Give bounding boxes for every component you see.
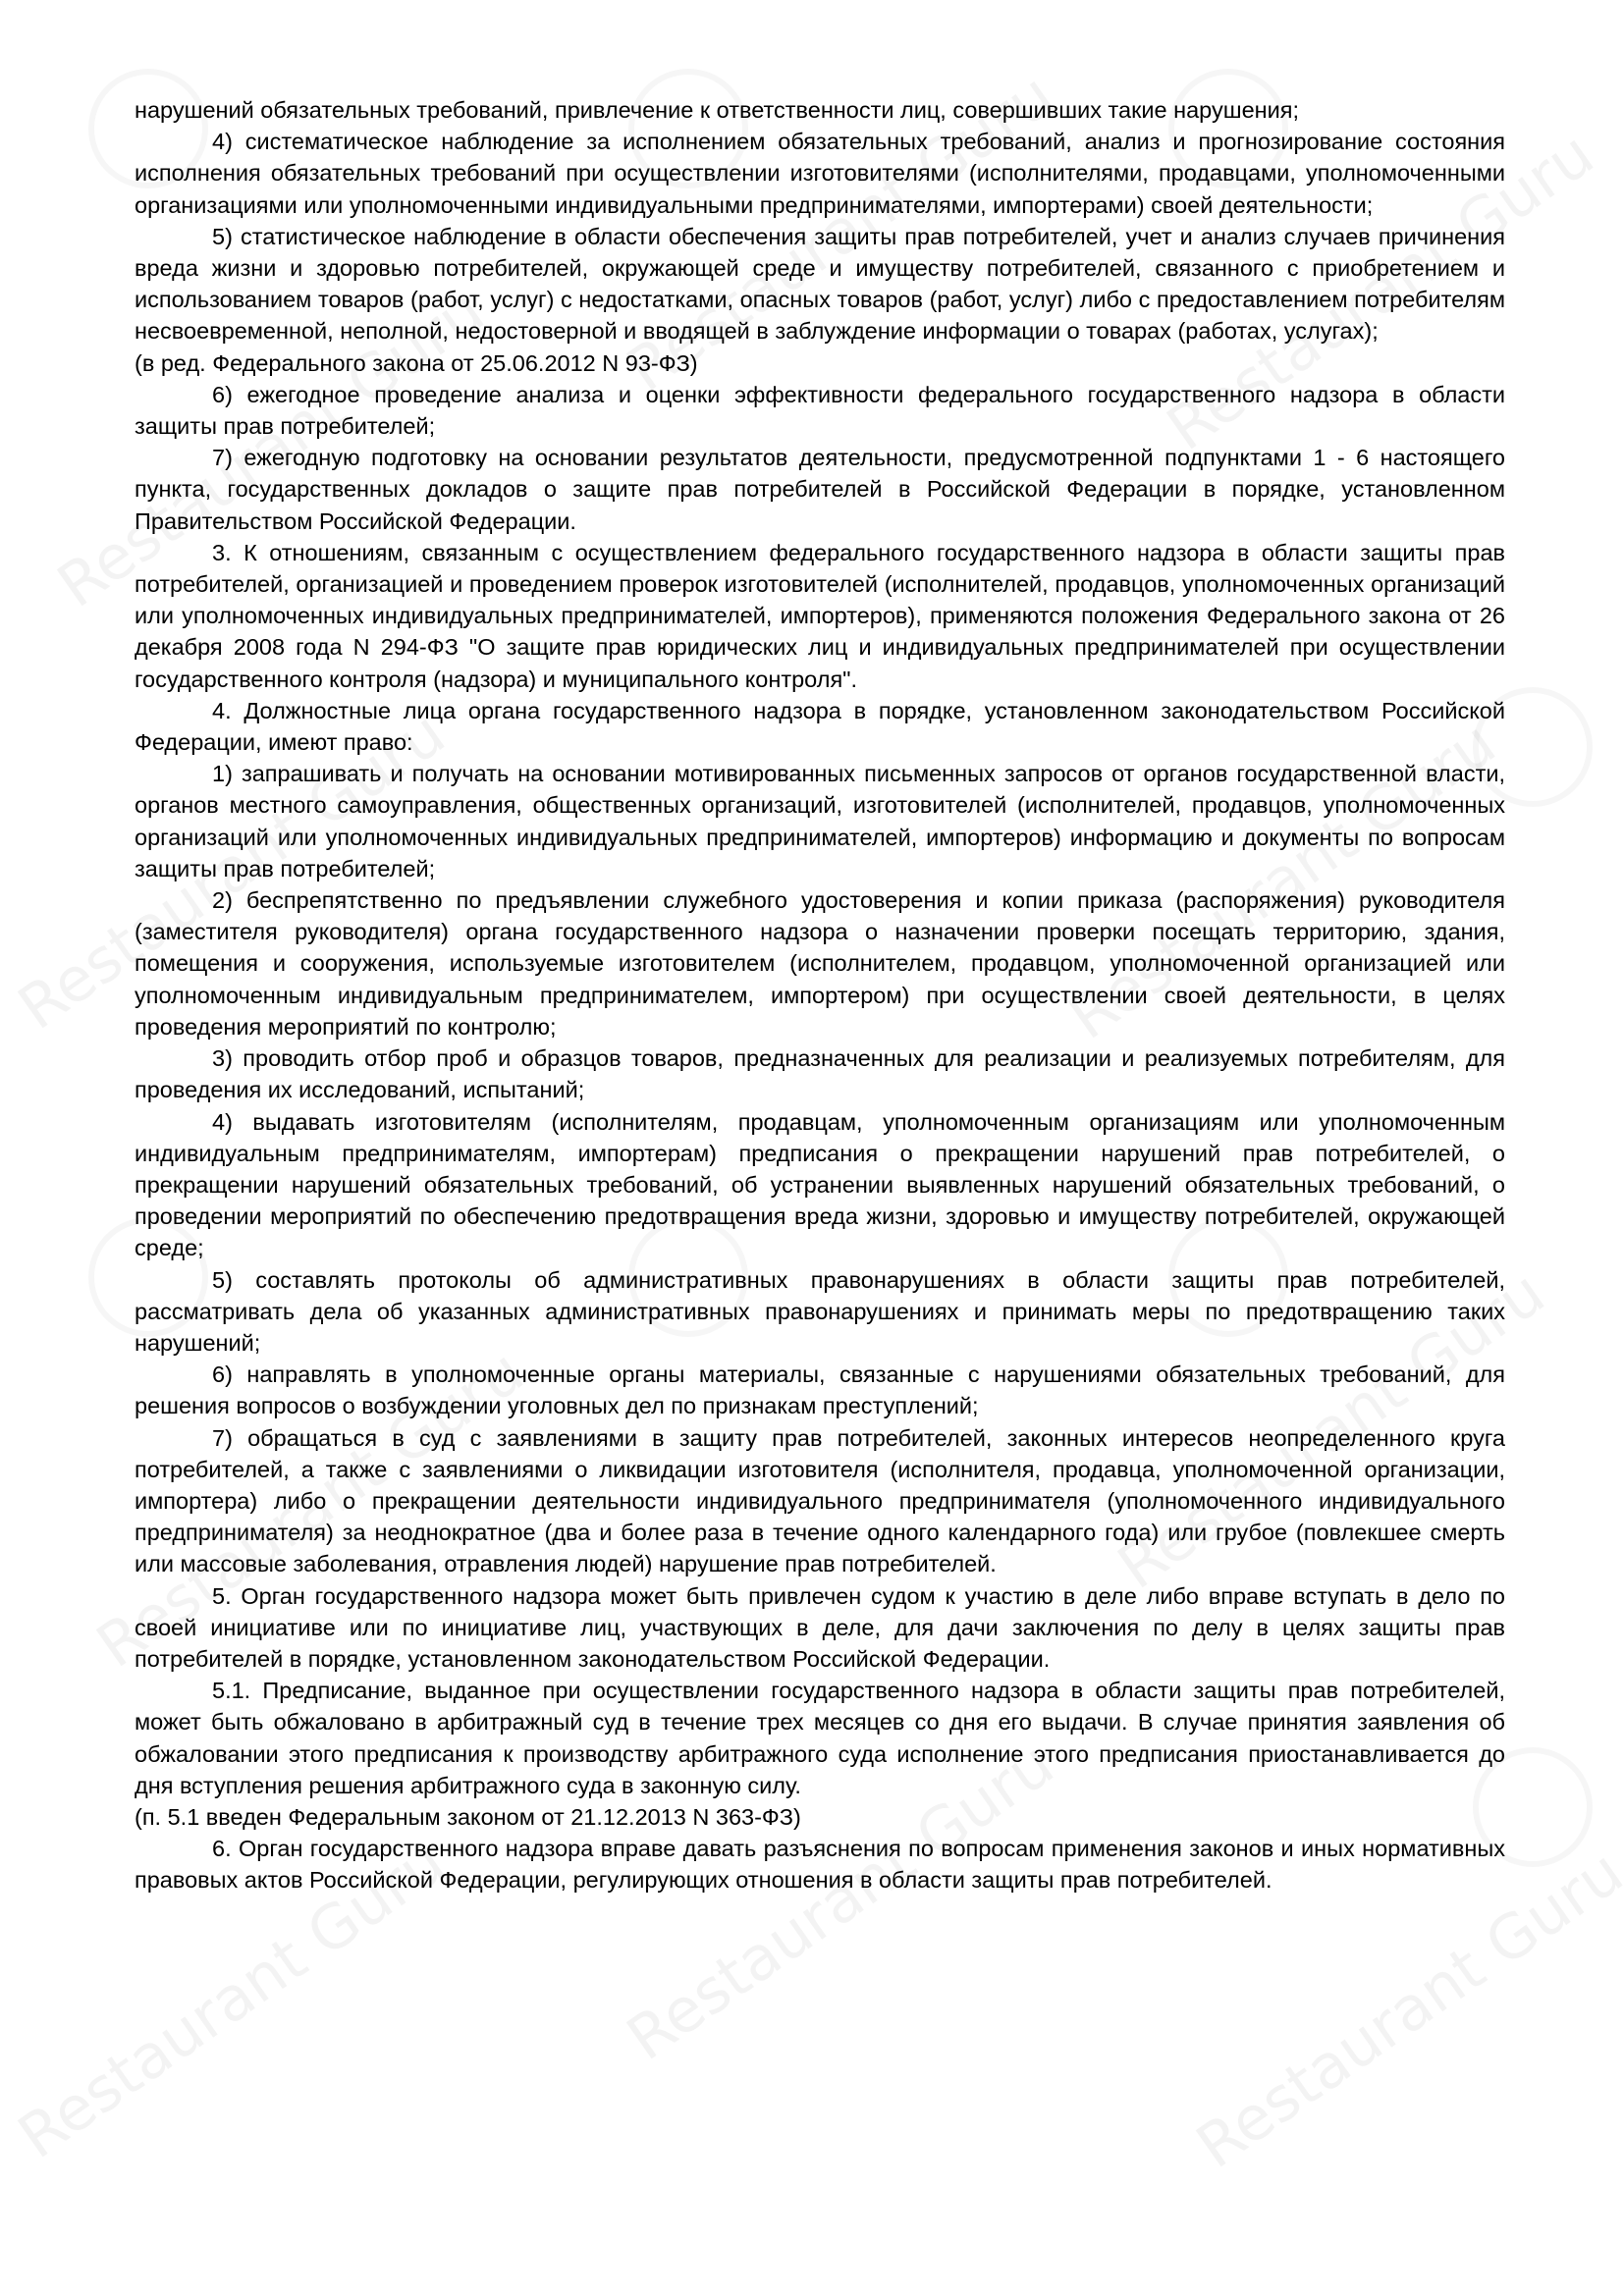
amendment-note: (п. 5.1 введен Федеральным законом от 21.12.2013 N 363-ФЗ) [135, 1803, 801, 1830]
paragraph-right-2: 2) беспрепятственно по предъявлении служебного удостоверения и копии приказа (распоряжения) руководителя (заместителя руководителя) органа государственного надзора о назначении проверки посещать территорию, здания, помещения и сооружения, используемые изготовителем (исполнителем, продавцом, уполномоченной организацией или уполномоченным индивидуальным предпринимателем, импортером) при осуществлении своей деятельности, в целях проведения мероприятий по контролю; [135, 887, 1505, 1040]
paragraph-section-6: 6. Орган государственного надзора вправе давать разъяснения по вопросам применения законов и иных нормативных правовых актов Российской Федерации, регулирующих отношения в области защиты прав потребителей. [135, 1836, 1505, 1894]
paragraph-section-3: 3. К отношениям, связанным с осуществлением федерального государственного надзора в области защиты прав потребителей, организацией и проведением проверок изготовителей (исполнителей, продавцов, уполномоченных организаций или уполномоченных индивидуальных предпринимателей, импортеров), применяются положения Федерального закона от 26 декабря 2008 года N 294-ФЗ "О защите прав юридических лиц и индивидуальных предпринимателей при осуществлении государственного контроля (надзора) и муниципального контроля". [135, 539, 1505, 692]
paragraph-section-5: 5. Орган государственного надзора может быть привлечен судом к участию в деле либо вправе вступать в дело по своей инициативе или по инициативе лиц, участвующих в деле, для дачи заключения по делу в целях защиты прав потребителей в порядке, установленном законодательством Российской Федерации. [135, 1582, 1505, 1672]
amendment-note: (в ред. Федерального закона от 25.06.2012 N 93-ФЗ) [135, 349, 698, 376]
paragraph-item-7-reports: 7) ежегодную подготовку на основании результатов деятельности, предусмотренной подпунктами 1 - 6 настоящего пункта, государственных докладов о защите прав потребителей в Российской Федерации в порядке, установленном Правительством Российской Федерации. [135, 445, 1505, 534]
paragraph-right-7: 7) обращаться в суд с заявлениями в защиту прав потребителей, законных интересов неопределенного круга потребителей, а также с заявлениями о ликвидации изготовителя (исполнителя, продавца, уполномоченной организации, импортера) либо о прекращении деятельности индивидуального предпринимателя (уполномоченного индивидуального предпринимателя) за неоднократное (два и более раза в течение одного календарного года) или грубое (повлекшее смерть или массовые заболевания, отравления людей) нарушение прав потребителей. [135, 1424, 1505, 1577]
paragraph-right-3: 3) проводить отбор проб и образцов товаров, предназначенных для реализации и реализуемых потребителям, для проведения их исследований, испытаний; [135, 1045, 1505, 1103]
paragraph-right-6: 6) направлять в уполномоченные органы материалы, связанные с нарушениями обязательных требований, для решения вопросов о возбуждении уголовных дел по признакам преступлений; [135, 1362, 1505, 1419]
paragraph-item-5-statistics: 5) статистическое наблюдение в области обеспечения защиты прав потребителей, учет и анализ случаев причинения вреда жизни и здоровью потребителей, окружающей среде и имуществу потребителей, связанного с приобретением и использованием товаров (работ, услуг) с недостатками, опасных товаров (работ, услуг) либо с предоставлением потребителям несвоевременной, неполной, недостоверной и вводящей в заблуждение информации о товарах (работах, услугах); [135, 223, 1505, 345]
paragraph-continuation: нарушений обязательных требований, привлечение к ответственности лиц, совершивших такие нарушения; [135, 97, 1299, 123]
paragraph-item-6-analysis: 6) ежегодное проведение анализа и оценки эффективности федерального государственного надзора в области защиты прав потребителей; [135, 381, 1505, 440]
paragraph-right-5: 5) составлять протоколы об административных правонарушениях в области защиты прав потребителей, рассматривать дела об указанных административных правонарушениях и принимать меры по предотвращению таких нарушений; [135, 1266, 1505, 1356]
paragraph-section-5-1: 5.1. Предписание, выданное при осуществлении государственного надзора в области защиты прав потребителей, может быть обжаловано в арбитражный суд в течение трех месяцев со дня его выдачи. В случае принятия заявления об обжаловании этого предписания к производству арбитражного суда исполнение этого предписания приостанавливается до дня вступления решения арбитражного суда в законную силу. [135, 1678, 1505, 1798]
paragraph-item-4-monitoring: 4) систематическое наблюдение за исполнением обязательных требований, анализ и прогнозирование состояния исполнения обязательных требований при осуществлении изготовителями (исполнителями, продавцами, уполномоченными организациями или уполномоченными индивидуальными предпринимателями, импортерами) своей деятельности; [135, 129, 1505, 218]
document-body [135, 94, 1505, 1896]
paragraph-section-4: 4. Должностные лица органа государственного надзора в порядке, установленном законодательством Российской Федерации, имеют право: [135, 697, 1505, 756]
paragraph-right-4: 4) выдавать изготовителям (исполнителям, продавцам, уполномоченным организациям или уполномоченным индивидуальным предпринимателям, импортерам) предписания о прекращении нарушений прав потребителей, о прекращении нарушений обязательных требований, об устранении выявленных нарушений обязательных требований, о проведении мероприятий по обеспечению предотвращения вреда жизни, здоровью и имуществу потребителей, окружающей среде; [135, 1108, 1505, 1261]
paragraph-right-1: 1) запрашивать и получать на основании мотивированных письменных запросов от органов государственной власти, органов местного самоуправления, общественных организаций, изготовителей (исполнителей, продавцов, уполномоченных организаций или уполномоченных индивидуальных предпринимателей, импортеров) информацию и документы по вопросам защиты прав потребителей; [135, 761, 1505, 881]
